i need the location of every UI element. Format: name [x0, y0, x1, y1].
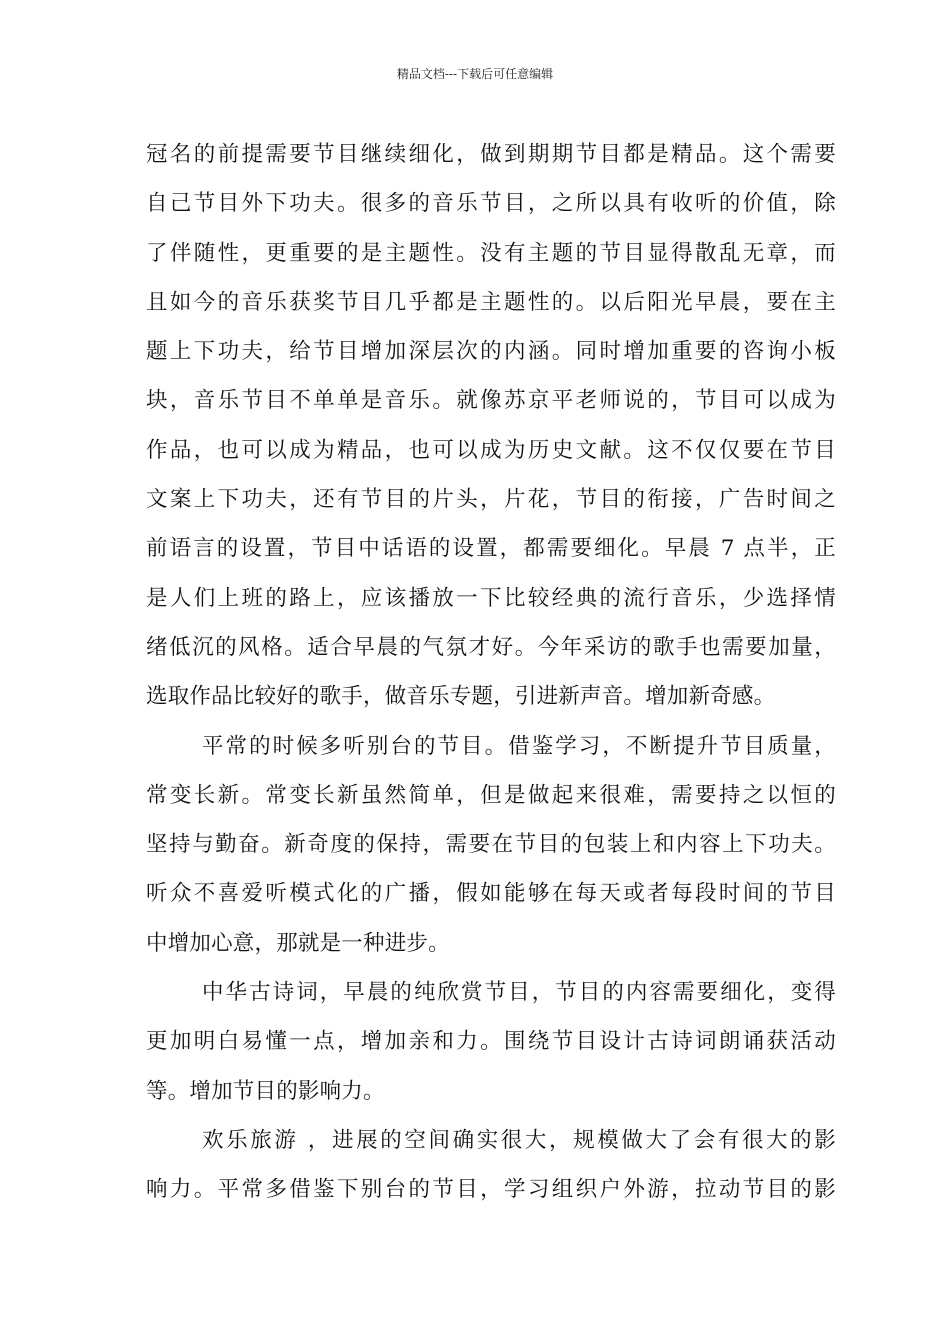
- text-line: 绪低沉的风格。适合早晨的气氛才好。今年采访的歌手也需要加量，: [146, 634, 836, 660]
- text-line: 作品，也可以成为精品，也可以成为历史文献。这不仅仅要在节目: [146, 437, 836, 463]
- paragraph-1: [146, 130, 836, 722]
- text-line: 平常的时候多听别台的节目。借鉴学习，不断提升节目质量，: [202, 733, 836, 759]
- page-header: 精品文档---下载后可任意编辑: [396, 67, 554, 81]
- text-line: 更加明白易懂一点，增加亲和力。围绕节目设计古诗词朗诵获活动: [146, 1029, 836, 1055]
- text-line: 是人们上班的路上，应该播放一下比较经典的流行音乐，少选择情: [146, 585, 836, 611]
- text-line: 且如今的音乐获奖节目几乎都是主题性的。以后阳光早晨，要在主: [146, 289, 836, 315]
- text-line: 前语言的设置，节目中话语的设置，都需要细化。早晨 7 点半，正: [146, 536, 836, 562]
- text-line: 选取作品比较好的歌手，做音乐专题，引进新声音。增加新奇感。: [146, 684, 776, 710]
- text-line: 中增加心意，那就是一种进步。: [146, 930, 450, 956]
- text-line: 常变长新。常变长新虽然简单，但是做起来很难，需要持之以恒的: [146, 782, 836, 808]
- document-body: [146, 130, 836, 1215]
- text-line: 题上下功夫，给节目增加深层次的内涵。同时增加重要的咨询小板: [146, 339, 836, 365]
- paragraph-2: [146, 722, 836, 968]
- text-line: 冠名的前提需要节目继续细化，做到期期节目都是精品。这个需要: [146, 142, 836, 167]
- text-line: 自己节目外下功夫。很多的音乐节目，之所以具有收听的价值，除: [146, 191, 836, 217]
- text-line: 文案上下功夫，还有节目的片头，片花，节目的衔接，广告时间之: [146, 487, 836, 513]
- text-line: 了伴随性，更重要的是主题性。没有主题的节目显得散乱无章，而: [146, 240, 836, 266]
- paragraph-3: [146, 968, 836, 1116]
- text-line: 坚持与勤奋。新奇度的保持，需要在节目的包装上和内容上下功夫。: [146, 832, 836, 858]
- text-line: 听众不喜爱听模式化的广播，假如能够在每天或者每段时间的节目: [146, 881, 836, 907]
- text-line: 块，音乐节目不单单是音乐。就像苏京平老师说的，节目可以成为: [146, 388, 836, 414]
- text-line: 中华古诗词，早晨的纯欣赏节目，节目的内容需要细化，变得: [202, 980, 836, 1006]
- paragraph-4: [146, 1116, 836, 1215]
- text-line: 等。增加节目的影响力。: [146, 1078, 385, 1104]
- text-line: 响力。平常多借鉴下别台的节目，学习组织户外游，拉动节目的影: [146, 1177, 836, 1203]
- text-line: 欢乐旅游 ，进展的空间确实很大，规模做大了会有很大的影: [202, 1127, 836, 1153]
